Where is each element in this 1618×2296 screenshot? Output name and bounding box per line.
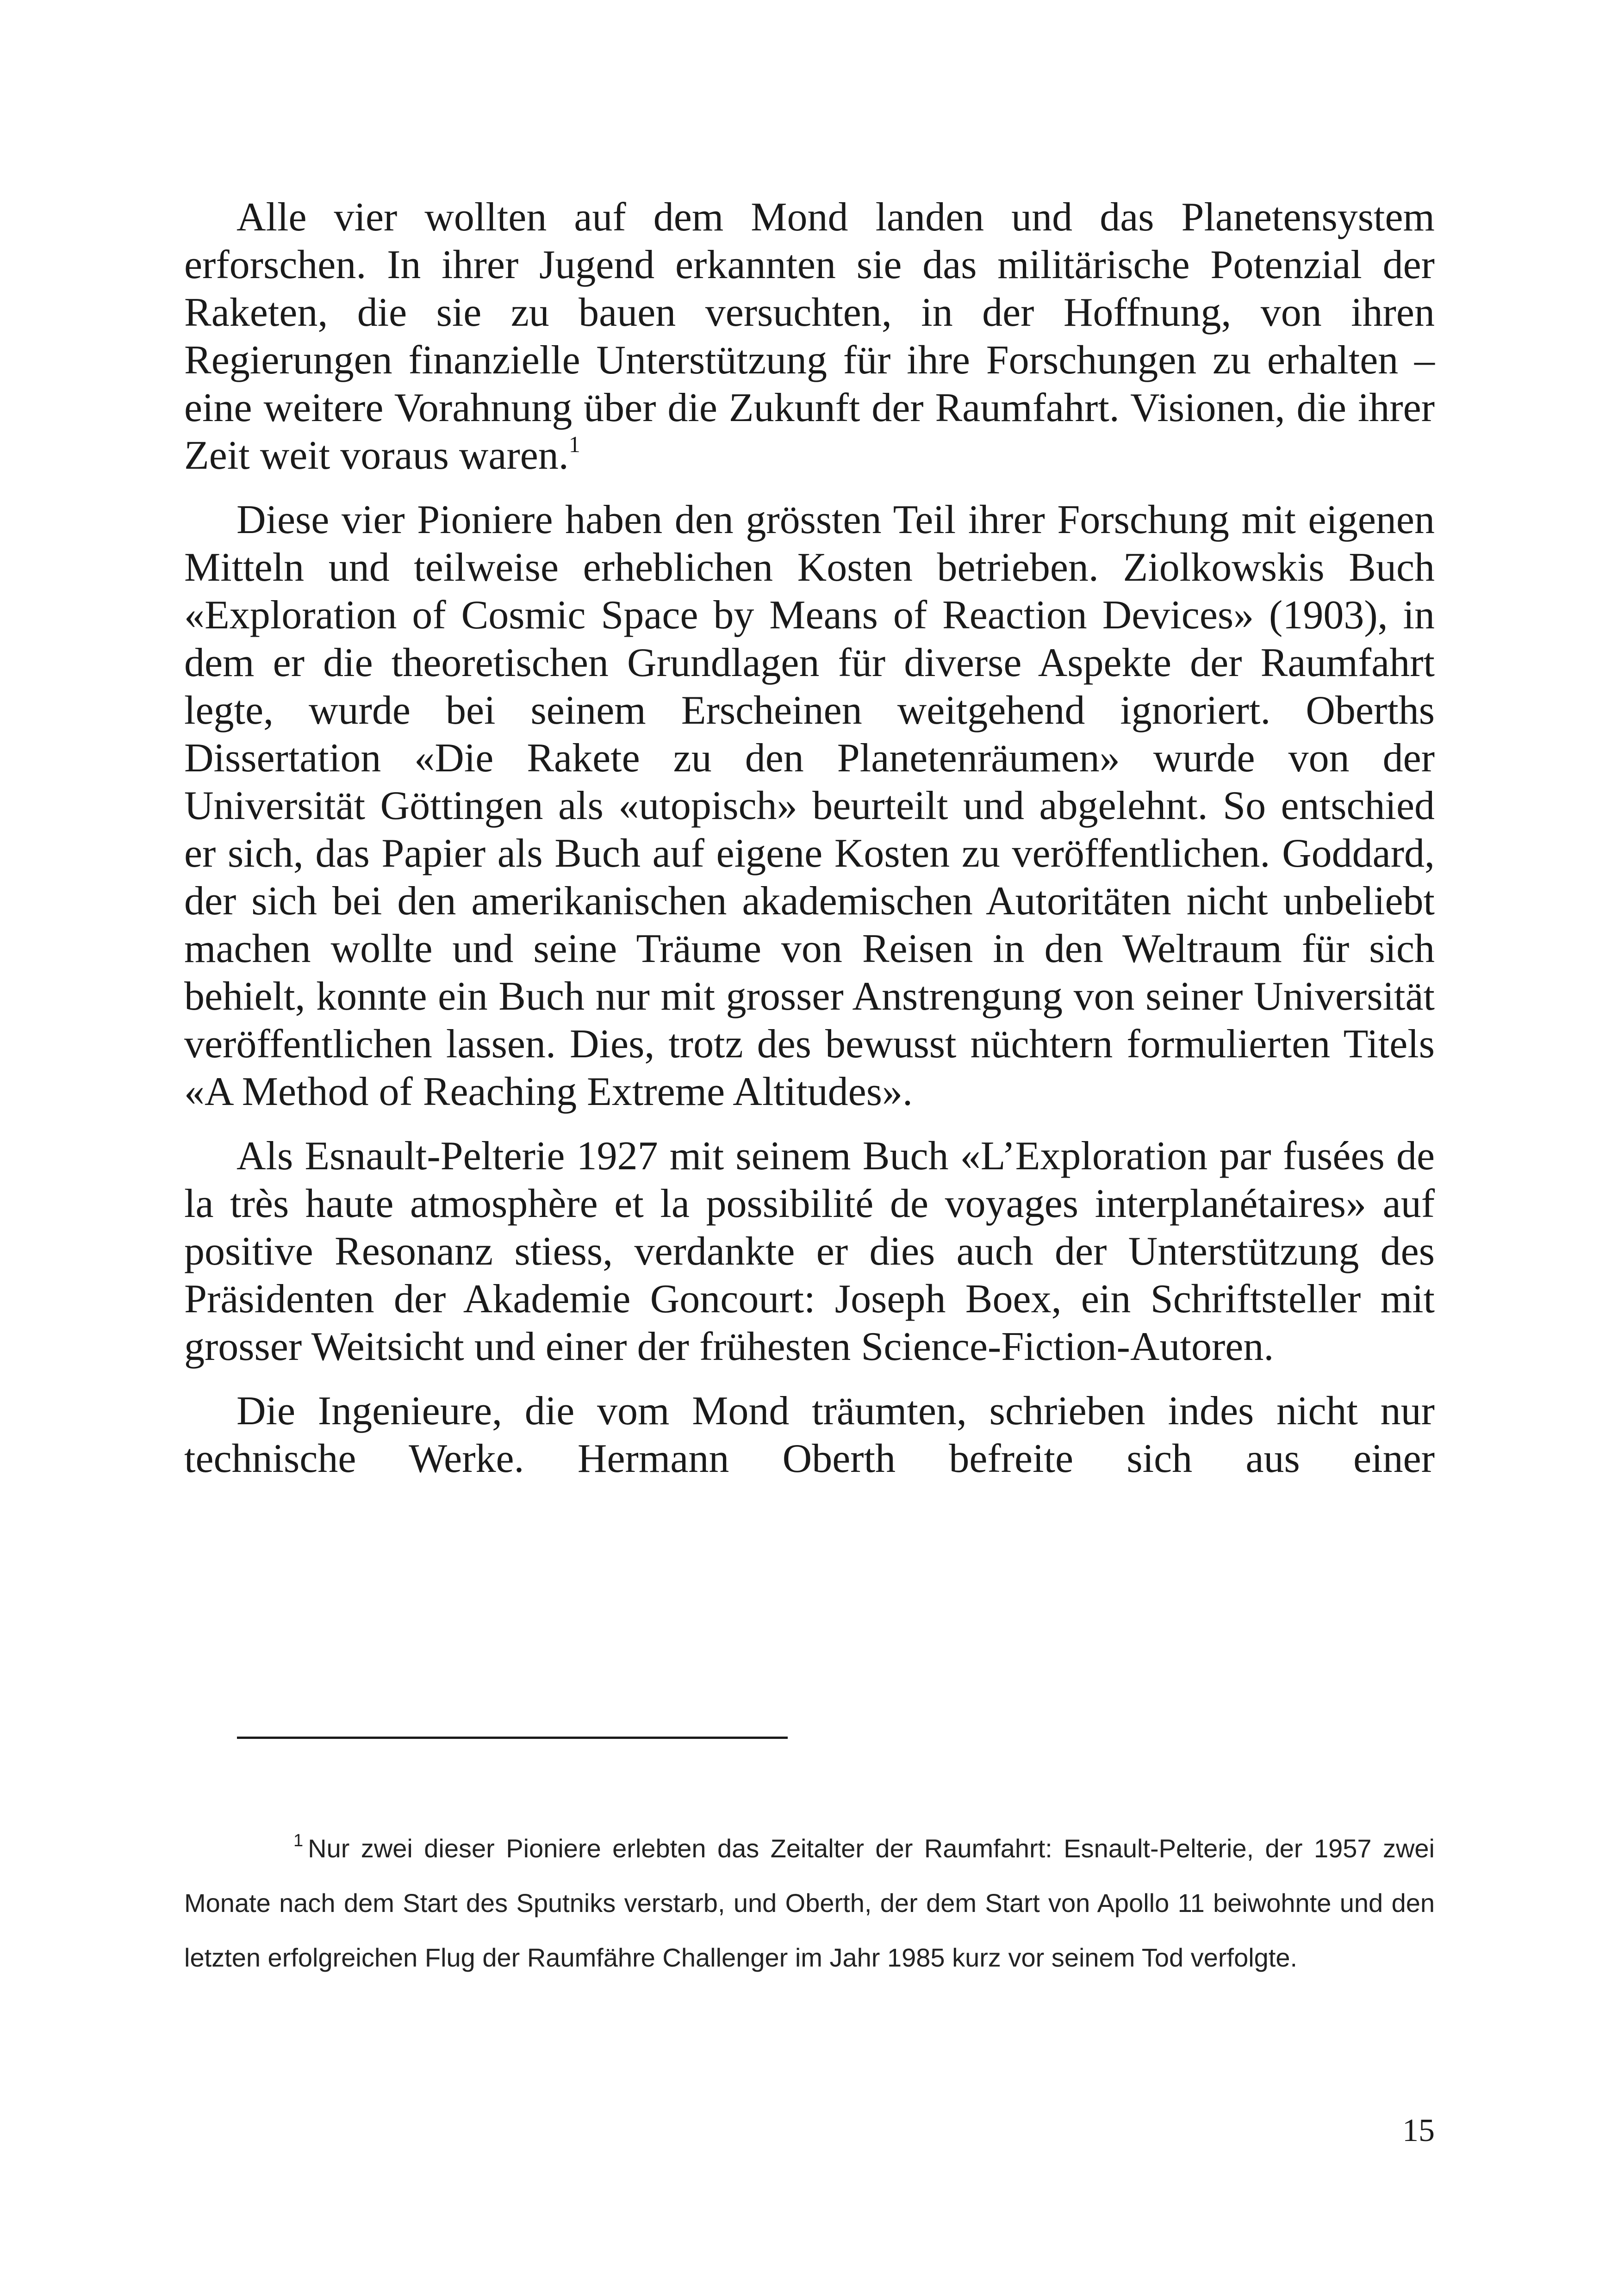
footnote-reference: 1 <box>568 431 580 457</box>
footnote <box>184 1821 1435 1985</box>
footnote-mark: 1 <box>293 1831 304 1850</box>
footnote-separator <box>237 1737 788 1739</box>
footnote-text: Nur zwei dieser Pioniere erlebten das Zeitalter der Raumfahrt: Esnault-Pelterie, der 1957 zwei Monate nach dem Start des Sputniks verstarb, und Oberth, der dem Start von Apollo 11 beiwohnte und den letzten erfolgreichen Flug der Raumfähre Challenger im Jahr 1985 kurz vor seinem Tod verfolgte. <box>184 1834 1435 1972</box>
paragraph-2: Diese vier Pioniere haben den grössten Teil ihrer Forschung mit eigenen Mitteln und teilweise erheblichen Kosten betrieben. Ziolkowskis Buch «Exploration of Cosmic Space by Means of Reaction Devices» (1903), in dem er die theoretischen Grundlagen für diverse Aspekte der Raumfahrt legte, wurde bei seinem Erscheinen weitgehend ignoriert. Oberths Dissertation «Die Rakete zu den Planetenräumen» wurde von der Universität Göttingen als «utopisch» beurteilt und abgelehnt. So entschied er sich, das Papier als Buch auf eigene Kosten zu veröffentlichen. Goddard, der sich bei den amerikanischen akademischen Autoritäten nicht unbeliebt machen wollte und seine Träume von Reisen in den Weltraum für sich behielt, konnte ein Buch nur mit grosser Anstrengung von seiner Universität veröffentlichen lassen. Dies, trotz des bewusst nüchtern formulierten Titels «A Method of Reaching Extreme Altitudes». <box>184 497 1435 1114</box>
paragraph-4: Die Ingenieure, die vom Mond träumten, schrieben indes nicht nur technische Werke. Hermann Oberth befreite sich aus einer <box>184 1389 1435 1481</box>
paragraph-1-text: Alle vier wollten auf dem Mond landen und das Planetensystem erforschen. In ihrer Jugend erkannten sie das militärische Potenzial der Raketen, die sie zu bauen versuchten, in der Hoffnung, von ihren Regierungen finanzielle Unterstützung für ihre Forschungen zu erhalten – eine weitere Vorahnung über die Zukunft der Raumfahrt. Visionen, die ihrer Zeit weit voraus waren. <box>184 195 1435 478</box>
body-text <box>184 193 1435 1499</box>
paragraph-1 <box>184 193 1435 479</box>
paragraph-3: Als Esnault-Pelterie 1927 mit seinem Buch «L’Exploration par fusées de la très haute atmosphère et la possibilité de voyages interplanétaires» auf positive Resonanz stiess, verdankte er dies auch der Unterstützung des Präsidenten der Akademie Goncourt: Joseph Boex, ein Schriftsteller mit grosser Weitsicht und einer der frühesten Science-Fiction-Autoren. <box>184 1134 1435 1369</box>
page-number: 15 <box>1402 2113 1435 2148</box>
